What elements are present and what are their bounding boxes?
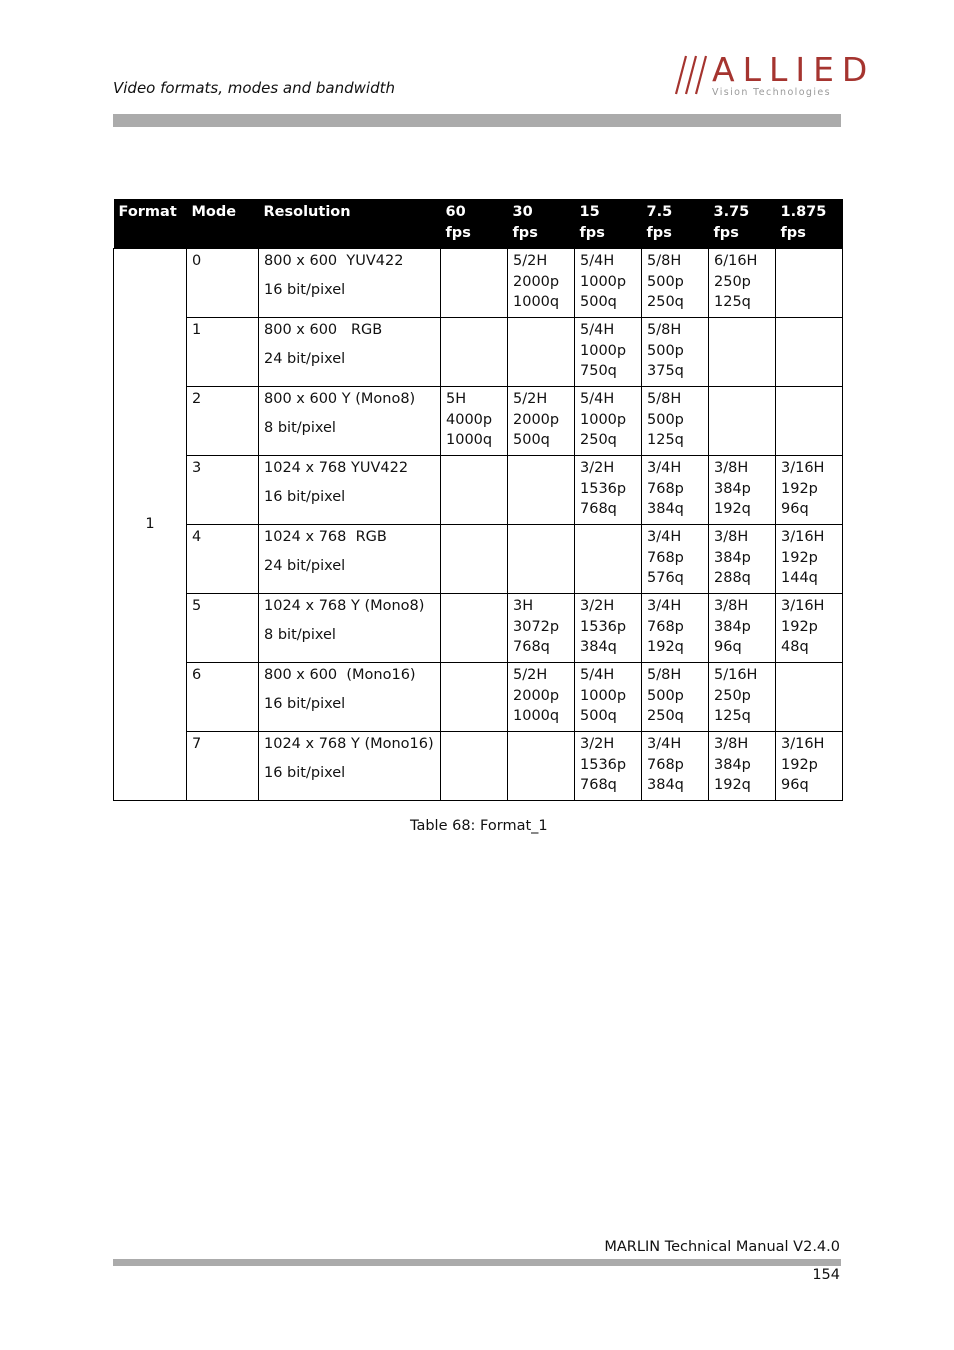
column-header <box>259 199 441 249</box>
bandwidth-value: 3072p <box>513 618 560 635</box>
bandwidth-value: 5/2H <box>513 667 548 683</box>
bandwidth-cell <box>575 387 642 456</box>
bandwidth-value: 768q <box>580 777 617 793</box>
bandwidth-cell <box>575 594 642 663</box>
bandwidth-value: 3/8H <box>714 598 749 614</box>
bandwidth-value: 250q <box>647 294 684 310</box>
running-header: Video formats, modes and bandwidth <box>113 79 395 97</box>
bandwidth-value: 384p <box>714 756 751 773</box>
bandwidth-value: 768q <box>513 639 550 655</box>
bandwidth-value: 250p <box>714 273 751 290</box>
bandwidth-cell <box>776 456 843 525</box>
resolution-cell <box>259 318 441 387</box>
column-header <box>709 199 776 249</box>
bandwidth-cell <box>508 594 575 663</box>
bandwidth-cell <box>575 525 642 594</box>
bandwidth-value: 384p <box>714 618 751 635</box>
resolution-cell <box>259 249 441 318</box>
bandwidth-cell <box>508 318 575 387</box>
bandwidth-value: 125q <box>714 708 751 724</box>
bandwidth-cell <box>709 525 776 594</box>
bandwidth-value: 768p <box>647 549 684 566</box>
bandwidth-cell <box>575 456 642 525</box>
mode-cell: 6 <box>187 663 259 732</box>
bandwidth-value: 5/16H <box>714 667 758 683</box>
bandwidth-value: 3/16H <box>781 736 825 752</box>
bandwidth-cell <box>709 456 776 525</box>
bandwidth-value: 384q <box>647 501 684 517</box>
bandwidth-value: 750q <box>580 363 617 379</box>
bandwidth-value: 3H <box>513 598 534 614</box>
bit-depth-text: 8 bit/pixel <box>264 626 336 643</box>
bandwidth-value: 3/8H <box>714 736 749 752</box>
bandwidth-value: 3/4H <box>647 460 682 476</box>
column-header <box>642 199 709 249</box>
allied-logo <box>666 50 876 100</box>
resolution-text: 1024 x 768 Y (Mono16) <box>264 736 434 752</box>
bandwidth-cell <box>776 663 843 732</box>
bandwidth-value: 3/2H <box>580 598 615 614</box>
bandwidth-cell <box>441 594 508 663</box>
table-row <box>114 663 843 732</box>
bandwidth-cell <box>508 525 575 594</box>
bandwidth-value: 3/8H <box>714 529 749 545</box>
bandwidth-cell <box>642 663 709 732</box>
column-header <box>508 199 575 249</box>
column-header <box>441 199 508 249</box>
table-row <box>114 387 843 456</box>
mode-cell: 4 <box>187 525 259 594</box>
bandwidth-value: 3/2H <box>580 460 615 476</box>
bandwidth-value: 3/8H <box>714 460 749 476</box>
bandwidth-value: 5/8H <box>647 667 682 683</box>
bandwidth-cell <box>575 318 642 387</box>
bandwidth-cell <box>709 663 776 732</box>
bit-depth-text: 24 bit/pixel <box>264 557 346 574</box>
resolution-text: 1024 x 768 Y (Mono8) <box>264 598 425 614</box>
column-header-text: 15 <box>579 204 600 220</box>
bandwidth-cell <box>508 387 575 456</box>
bandwidth-value: 500p <box>647 411 684 428</box>
header-divider <box>113 114 841 127</box>
mode-cell: 1 <box>187 318 259 387</box>
bandwidth-cell <box>776 387 843 456</box>
bandwidth-cell <box>508 249 575 318</box>
bandwidth-value: 3/16H <box>781 460 825 476</box>
bandwidth-value: 1536p <box>580 480 627 497</box>
bandwidth-value: 384p <box>714 549 751 566</box>
mode-cell: 7 <box>187 732 259 801</box>
column-header-text: Mode <box>191 204 237 220</box>
bandwidth-value: 375q <box>647 363 684 379</box>
bandwidth-cell <box>575 732 642 801</box>
bandwidth-cell <box>642 594 709 663</box>
bandwidth-value: 1000q <box>513 294 560 310</box>
column-header-text: fps <box>445 225 471 241</box>
column-header-text: Format <box>118 204 177 220</box>
bandwidth-value: 2000p <box>513 411 560 428</box>
bandwidth-value: 3/4H <box>647 598 682 614</box>
bandwidth-cell <box>642 456 709 525</box>
column-header-text: fps <box>579 225 605 241</box>
bandwidth-cell <box>709 387 776 456</box>
column-header-text: fps <box>713 225 739 241</box>
bandwidth-cell <box>776 732 843 801</box>
resolution-text: 800 x 600 Y (Mono8) <box>264 391 416 407</box>
column-header-text: 30 <box>512 204 533 220</box>
bandwidth-cell <box>441 249 508 318</box>
bandwidth-cell <box>776 318 843 387</box>
bandwidth-value: 192p <box>781 618 818 635</box>
bandwidth-value: 500q <box>513 432 550 448</box>
bandwidth-value: 2000p <box>513 273 560 290</box>
bit-depth-text: 16 bit/pixel <box>264 695 346 712</box>
bandwidth-value: 48q <box>781 639 809 655</box>
bandwidth-value: 192p <box>781 480 818 497</box>
resolution-cell <box>259 456 441 525</box>
resolution-text: 800 x 600 (Mono16) <box>264 667 416 683</box>
column-header <box>114 199 187 249</box>
resolution-cell <box>259 663 441 732</box>
bandwidth-cell <box>441 387 508 456</box>
bandwidth-cell <box>575 663 642 732</box>
logo-slashes-icon <box>666 54 714 96</box>
mode-cell: 3 <box>187 456 259 525</box>
column-header-text: fps <box>646 225 672 241</box>
table-row <box>114 318 843 387</box>
bandwidth-value: 192p <box>781 549 818 566</box>
bandwidth-cell <box>642 249 709 318</box>
bandwidth-cell <box>441 525 508 594</box>
bandwidth-cell <box>441 663 508 732</box>
footer-manual-title: MARLIN Technical Manual V2.4.0 <box>604 1239 840 1255</box>
bandwidth-value: 4000p <box>446 411 493 428</box>
bit-depth-text: 8 bit/pixel <box>264 419 336 436</box>
bandwidth-value: 3/4H <box>647 529 682 545</box>
bandwidth-value: 125q <box>714 294 751 310</box>
column-header <box>575 199 642 249</box>
bandwidth-value: 3/16H <box>781 529 825 545</box>
bandwidth-value: 5/4H <box>580 253 615 269</box>
resolution-text: 800 x 600 YUV422 <box>264 253 404 269</box>
bandwidth-value: 192q <box>714 501 751 517</box>
bandwidth-cell <box>508 456 575 525</box>
bandwidth-value: 384p <box>714 480 751 497</box>
bandwidth-value: 6/16H <box>714 253 758 269</box>
table-row <box>114 525 843 594</box>
table-caption: Table 68: Format_1 <box>410 818 548 834</box>
bandwidth-value: 1000p <box>580 273 627 290</box>
bandwidth-cell <box>642 318 709 387</box>
bandwidth-value: 1000q <box>446 432 493 448</box>
bandwidth-value: 5/4H <box>580 322 615 338</box>
bandwidth-value: 125q <box>647 432 684 448</box>
resolution-text: 1024 x 768 YUV422 <box>264 460 409 476</box>
format-cell: 1 <box>114 249 187 801</box>
column-header-text: Resolution <box>263 204 351 220</box>
bit-depth-text: 16 bit/pixel <box>264 764 346 781</box>
table-header-row <box>114 199 843 249</box>
mode-cell: 2 <box>187 387 259 456</box>
bandwidth-value: 384q <box>647 777 684 793</box>
bandwidth-value: 500p <box>647 687 684 704</box>
mode-cell: 5 <box>187 594 259 663</box>
bandwidth-cell <box>642 387 709 456</box>
bandwidth-value: 192p <box>781 756 818 773</box>
format-table <box>113 199 843 801</box>
bandwidth-value: 192q <box>714 777 751 793</box>
bit-depth-text: 24 bit/pixel <box>264 350 346 367</box>
bandwidth-value: 1536p <box>580 618 627 635</box>
bandwidth-value: 2000p <box>513 687 560 704</box>
column-header <box>776 199 843 249</box>
bandwidth-cell <box>776 249 843 318</box>
bandwidth-value: 5/2H <box>513 253 548 269</box>
resolution-cell <box>259 594 441 663</box>
bandwidth-value: 5/8H <box>647 253 682 269</box>
bandwidth-cell <box>709 594 776 663</box>
logo-subtitle: Vision Technologies <box>712 87 831 98</box>
bandwidth-value: 96q <box>714 639 742 655</box>
bandwidth-value: 1000q <box>513 708 560 724</box>
bandwidth-cell <box>776 525 843 594</box>
bandwidth-value: 384q <box>580 639 617 655</box>
bandwidth-cell <box>642 525 709 594</box>
bandwidth-value: 1000p <box>580 687 627 704</box>
column-header <box>187 199 259 249</box>
column-header-text: 1.875 <box>780 204 827 220</box>
bandwidth-cell <box>508 732 575 801</box>
bandwidth-value: 3/16H <box>781 598 825 614</box>
resolution-text: 1024 x 768 RGB <box>264 529 387 545</box>
bandwidth-value: 144q <box>781 570 818 586</box>
bit-depth-text: 16 bit/pixel <box>264 488 346 505</box>
bandwidth-value: 768p <box>647 480 684 497</box>
bandwidth-value: 5H <box>446 391 467 407</box>
bandwidth-value: 5/8H <box>647 391 682 407</box>
column-header-text: fps <box>512 225 538 241</box>
bandwidth-value: 768q <box>580 501 617 517</box>
resolution-cell <box>259 525 441 594</box>
bandwidth-cell <box>441 456 508 525</box>
resolution-text: 800 x 600 RGB <box>264 322 383 338</box>
mode-cell: 0 <box>187 249 259 318</box>
bandwidth-cell <box>441 732 508 801</box>
resolution-cell <box>259 732 441 801</box>
bandwidth-value: 768p <box>647 618 684 635</box>
bandwidth-value: 192q <box>647 639 684 655</box>
bandwidth-cell <box>709 318 776 387</box>
bandwidth-value: 768p <box>647 756 684 773</box>
footer-divider <box>113 1259 841 1266</box>
column-header-text: 60 <box>445 204 466 220</box>
table-row <box>114 594 843 663</box>
bandwidth-cell <box>441 318 508 387</box>
bandwidth-value: 5/4H <box>580 667 615 683</box>
bandwidth-value: 500q <box>580 294 617 310</box>
bandwidth-value: 500p <box>647 273 684 290</box>
bandwidth-value: 500q <box>580 708 617 724</box>
bandwidth-value: 288q <box>714 570 751 586</box>
bandwidth-cell <box>709 732 776 801</box>
bandwidth-cell <box>776 594 843 663</box>
bandwidth-value: 96q <box>781 777 809 793</box>
table-row <box>114 732 843 801</box>
bandwidth-value: 250q <box>647 708 684 724</box>
bandwidth-value: 1000p <box>580 411 627 428</box>
bandwidth-value: 250q <box>580 432 617 448</box>
bandwidth-value: 5/4H <box>580 391 615 407</box>
resolution-cell <box>259 387 441 456</box>
bandwidth-value: 250p <box>714 687 751 704</box>
bandwidth-cell <box>575 249 642 318</box>
bandwidth-value: 3/4H <box>647 736 682 752</box>
bandwidth-cell <box>508 663 575 732</box>
bandwidth-value: 1000p <box>580 342 627 359</box>
bit-depth-text: 16 bit/pixel <box>264 281 346 298</box>
page-number: 154 <box>812 1267 840 1283</box>
bandwidth-value: 576q <box>647 570 684 586</box>
bandwidth-cell <box>709 249 776 318</box>
bandwidth-value: 1536p <box>580 756 627 773</box>
bandwidth-value: 5/8H <box>647 322 682 338</box>
table-row <box>114 456 843 525</box>
column-header-text: fps <box>780 225 806 241</box>
bandwidth-value: 500p <box>647 342 684 359</box>
table-row <box>114 249 843 318</box>
bandwidth-value: 3/2H <box>580 736 615 752</box>
bandwidth-value: 5/2H <box>513 391 548 407</box>
column-header-text: 7.5 <box>646 204 673 220</box>
bandwidth-cell <box>642 732 709 801</box>
bandwidth-value: 96q <box>781 501 809 517</box>
logo-wordmark: ALLIED <box>712 50 876 89</box>
column-header-text: 3.75 <box>713 204 750 220</box>
